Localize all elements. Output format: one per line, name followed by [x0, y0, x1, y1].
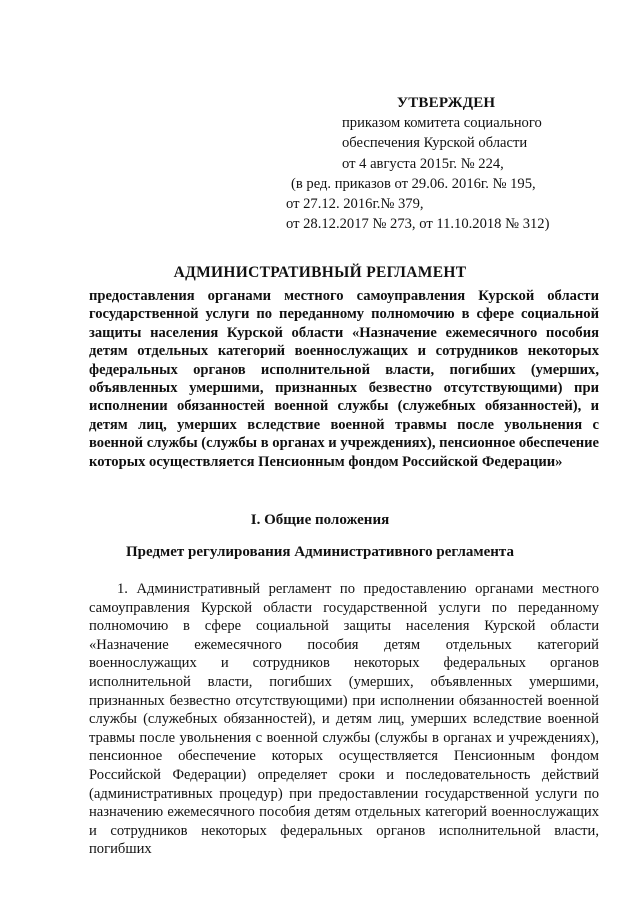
approval-line-1: приказом комитета социального [342, 115, 542, 132]
approval-line-5: от 27.12. 2016г.№ 379, [286, 196, 424, 213]
approval-line-2: обеспечения Курской области [342, 135, 528, 152]
section-subheading: Предмет регулирования Административного регламента [126, 544, 514, 560]
body-paragraph: 1. Административный регламент по предоставлению органами местного самоуправления Курской области государственной услуги по переданному полномочию в сфере социальной защиты населения Курской области «Назначение ежемесячного пособия детям отдельных категорий военнослужащих и сотрудников некоторых федеральных органов исполнительной власти, погибших (умерших, объявленных умершими, признанных безвестно отсутствующими) при исполнении обязанностей военной службы (служебных обязанностей), и детям лиц, умерших вследствие военной травмы после увольнения с военной службы (службы в органах и учреждениях), пенсионное обеспечение которых осуществляется Пенсионным фондом Российской Федерации) определяет сроки и последовательность действий (административных процедур) при предоставлении государственной услуги по назначению ежемесячного пособия детям отдельных категорий военнослужащих и сотрудников некоторых федеральных органов исполнительной власти, погибших [89, 581, 599, 858]
regulation-subtitle: предоставления органами местного самоуправления Курской области государственной услуги по переданному полномочию в сфере социальной защиты населения Курской области «Назначение ежемесячного пособия детям отдельных категорий военнослужащих и сотрудников некоторых федеральных органов исполнительной власти, погибших (умерших, объявленных умершими, признанных безвестно отсутствующими) при исполнении обязанностей военной службы (служебных обязанностей), и детям лиц, умерших вследствие военной травмы после увольнения с военной службы (службы в органах и учреждениях), пенсионное обеспечение которых осуществляется Пенсионным фондом Российской Федерации» [89, 288, 599, 470]
approval-line-6: от 28.12.2017 № 273, от 11.10.2018 № 312) [286, 216, 550, 233]
regulation-title: АДМИНИСТРАТИВНЫЙ РЕГЛАМЕНТ [173, 264, 467, 281]
approval-title: УТВЕРЖДЕН [397, 95, 496, 111]
section-heading: I. Общие положения [250, 512, 390, 528]
approval-line-4: (в ред. приказов от 29.06. 2016г. № 195, [291, 175, 536, 192]
approval-line-3: от 4 августа 2015г. № 224, [342, 155, 504, 172]
approval-block [286, 93, 586, 234]
